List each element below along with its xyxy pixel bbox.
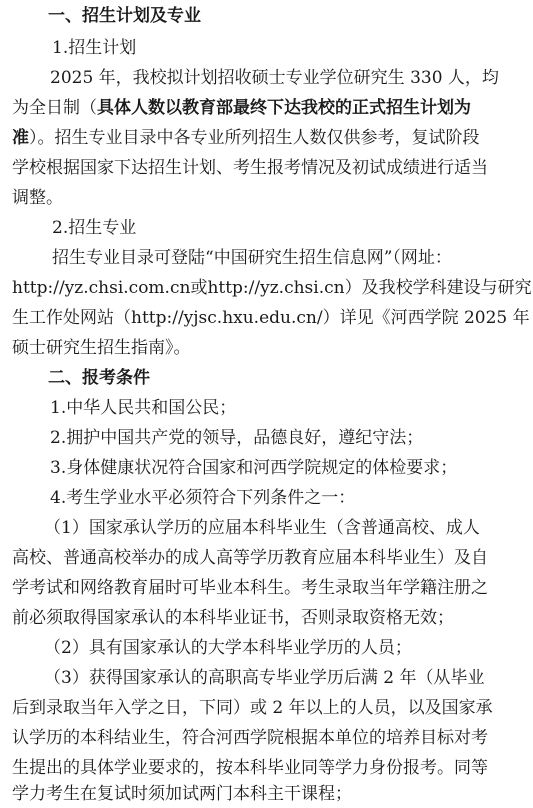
- paragraph-plan-line-4: 学校根据国家下达招生计划、考生报考情况及初试成绩进行适当: [12, 158, 488, 178]
- item-3-line-4: 生提出的具体学业要求的，按本科毕业同等学力身份报考。同等: [12, 758, 488, 778]
- link-chsi-cn[interactable]: http://yz.chsi.cn）及我校学科建设与研究: [207, 278, 532, 298]
- condition-1: 1.中华人民共和国公民；: [50, 398, 237, 418]
- paragraph-majors-line-1: 招生专业目录可登陆“中国研究生招生信息网”（网址：: [52, 248, 452, 268]
- condition-4: 4.考生学业水平必须符合下列条件之一：: [50, 488, 356, 508]
- item-3-line-1: （3）获得国家承认的高职高专毕业学历后满 2 年（从毕业: [44, 668, 485, 688]
- item-3-line-3: 认学历的本科结业生，符合河西学院根据本单位的培养目标对考: [12, 728, 488, 748]
- item-3-line-2: 后到录取当年入学之日，下同）或 2 年以上的人员，以及国家承: [12, 698, 493, 718]
- item-2-line-1: （2）具有国家承认的大学本科毕业学历的人员；: [44, 638, 412, 658]
- paragraph-plan-line-2-text: 为全日制（: [12, 98, 97, 118]
- paragraph-majors-line-4: 硕士研究生招生指南》。: [12, 338, 191, 358]
- paragraph-plan-line-2: [0, 94, 533, 122]
- link-chsi-com[interactable]: http://yz.chsi.com.cn: [12, 278, 191, 298]
- condition-2: 2.拥护中国共产党的领导，品德良好，遵纪守法；: [50, 428, 424, 448]
- subheading-enrollment-plan: 1.招生计划: [52, 38, 137, 58]
- paragraph-plan-bold-note: 具体人数以教育部最终下达我校的正式招生计划为: [97, 98, 471, 118]
- item-1-line-1: （1）国家承认学历的应届本科毕业生（含普通高校、成人: [44, 518, 480, 538]
- subheading-enrollment-majors: 2.招生专业: [52, 218, 137, 238]
- or-text: 或: [190, 278, 208, 298]
- paragraph-majors-line-3: 生工作处网站（http://yjsc.hxu.edu.cn/）详见《河西学院 2025 年: [12, 308, 530, 328]
- paragraph-plan-line-3-text: ）。招生专业目录中各专业所列招生人数仅供参考，复试阶段: [29, 128, 480, 148]
- paragraph-plan-line-1: 2025 年，我校拟计划招收硕士专业学位研究生 330 人，均: [50, 68, 499, 88]
- paragraph-plan-line-3: [0, 124, 533, 152]
- item-3-line-5: 学力考生在复试时须加试两门本科主干课程；: [12, 784, 352, 804]
- paragraph-plan-line-5: 调整。: [12, 188, 63, 208]
- condition-3: 3.身体健康状况符合国家和河西学院规定的体检要求；: [50, 458, 458, 478]
- item-1-line-2: 高校、普通高校举办的成人高等学历教育应届本科毕业生）及自: [12, 548, 488, 568]
- item-1-line-3: 学考试和网络教育届时可毕业本科生。考生录取当年学籍注册之: [12, 578, 488, 598]
- item-1-line-4: 前必须取得国家承认的本科毕业证书，否则录取资格无效；: [12, 608, 454, 628]
- paragraph-majors-line-2: [0, 274, 533, 302]
- section-heading-enrollment-plan: 一、招生计划及专业: [48, 6, 201, 26]
- section-heading-requirements: 二、报考条件: [48, 368, 150, 388]
- paragraph-plan-bold-note-end: 准: [12, 128, 29, 148]
